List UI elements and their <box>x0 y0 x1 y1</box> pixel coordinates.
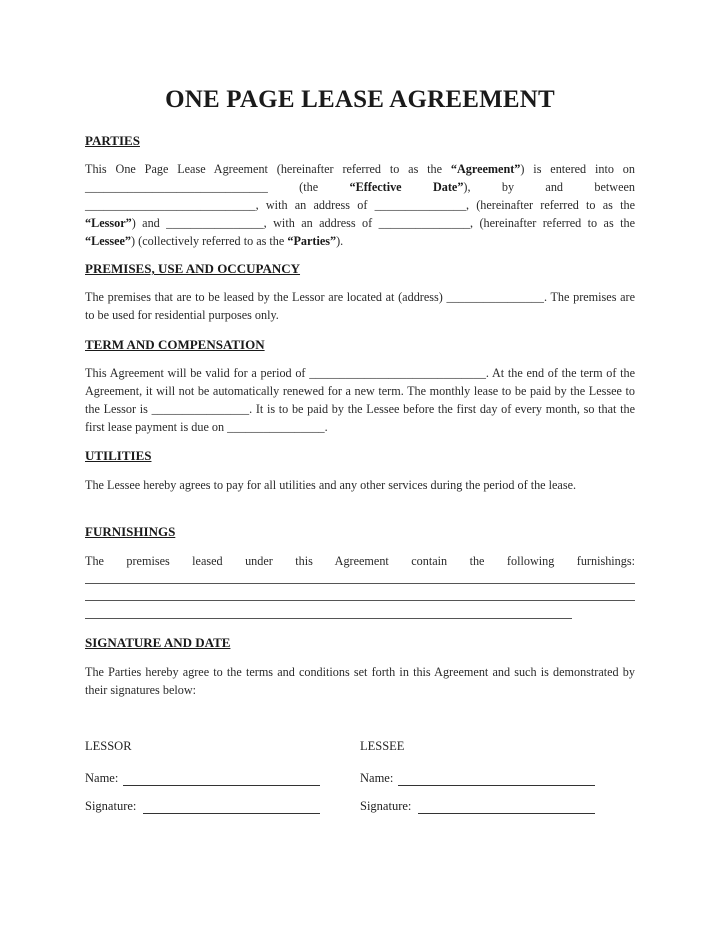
utilities-paragraph: The Lessee hereby agrees to pay for all utilities and any other services during the period of the lease. <box>85 478 577 492</box>
lessor-name-line[interactable] <box>123 785 320 786</box>
furnishings-blank-line-1[interactable] <box>85 583 635 584</box>
lessee-signature-line[interactable] <box>418 813 595 814</box>
section-heading-term: TERM AND COMPENSATION <box>85 337 265 352</box>
lessor-name-label: Name: <box>85 771 119 785</box>
lessee-name-label: Name: <box>360 771 394 785</box>
lessor-signature-label: Signature: <box>85 799 137 813</box>
section-heading-furnishings: FURNISHINGS <box>85 524 176 539</box>
premises-paragraph: The premises that are to be leased by the Lessor are located at (address) ________________. The premises are to be used for residential purposes only. <box>85 290 635 322</box>
signature-paragraph: The Parties hereby agree to the terms and conditions set forth in this Agreement and such is demonstrated by their signatures below: <box>85 665 635 697</box>
section-heading-signature: SIGNATURE AND DATE <box>85 635 231 650</box>
section-heading-utilities: UTILITIES <box>85 448 152 463</box>
lessor-signature-line[interactable] <box>143 813 320 814</box>
lessee-name-line[interactable] <box>398 785 595 786</box>
section-heading-premises: PREMISES, USE AND OCCUPANCY <box>85 261 301 276</box>
document-title: ONE PAGE LEASE AGREEMENT <box>165 86 555 113</box>
lessee-signature-label: Signature: <box>360 799 412 813</box>
furnishings-blank-line-2[interactable] <box>85 600 635 601</box>
furnishings-blank-line-3[interactable] <box>85 618 572 619</box>
lessor-label: LESSOR <box>85 739 132 753</box>
furnishings-paragraph: The premises leased under this Agreement contain the following furnishings: <box>85 554 635 568</box>
term-paragraph: This Agreement will be valid for a period of _____________________________. At the end of the term of the Agreement, it will not be automatically renewed for a new term. The monthly lease to be paid by the Lessee to the Lessor is ________________. It is to be paid by the Lessee before the first day of every month, so that the first lease payment is due on ________________. <box>85 366 635 434</box>
section-heading-parties: PARTIES <box>85 133 140 148</box>
parties-paragraph: This One Page Lease Agreement (hereinafter referred to as the “Agreement”) is entered into on ______________________________ (the “Effective Date”), by and between ____________________________, with an address of _______________, (hereinafter referred to as the “Lessor”) and ________________, with an address of _______________, (hereinafter referred to as the “Lessee”) (collectively referred to as the “Parties”). <box>85 162 635 248</box>
lessee-label: LESSEE <box>360 739 405 753</box>
